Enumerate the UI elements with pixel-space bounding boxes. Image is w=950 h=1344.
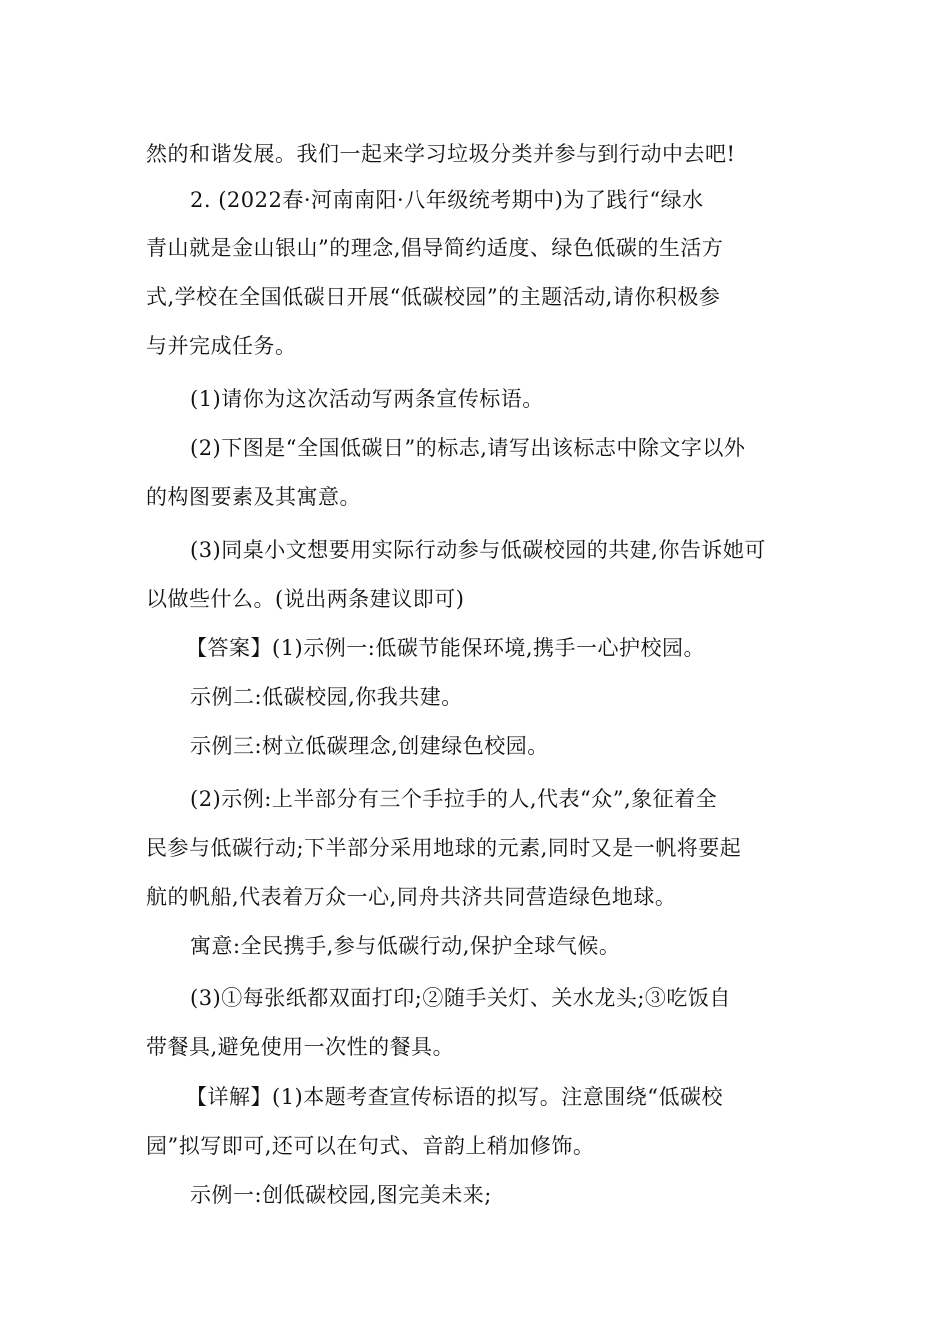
text-line: 园”拟写即可,还可以在句式、音韵上稍加修饰。	[146, 1134, 595, 1158]
explanation-example-1: 示例一:创低碳校园,图完美未来;	[190, 1183, 492, 1207]
answer-part-3: (3)①每张纸都双面打印;②随手关灯、关水龙头;③吃饭自	[190, 986, 731, 1010]
sub-question-2: (2)下图是“全国低碳日”的标志,请写出该标志中除文字以外	[190, 436, 746, 460]
text-line: 青山就是金山银山”的理念,倡导简约适度、绿色低碳的生活方	[146, 236, 724, 260]
text-line: 的构图要素及其寓意。	[146, 485, 361, 509]
sub-question-1: (1)请你为这次活动写两条宣传标语。	[190, 387, 544, 411]
text-line: 与并完成任务。	[146, 334, 297, 358]
question-2-heading: 2. (2022春·河南南阳·八年级统考期中)为了践行“绿水	[190, 188, 704, 212]
text-line: 带餐具,避免使用一次性的餐具。	[146, 1035, 455, 1059]
sub-question-3: (3)同桌小文想要用实际行动参与低碳校园的共建,你告诉她可	[190, 538, 766, 562]
answer-heading: 【答案】(1)示例一:低碳节能保环境,携手一心护校园。	[186, 636, 705, 660]
answer-meaning: 寓意:全民携手,参与低碳行动,保护全球气候。	[190, 934, 621, 958]
text-line: 民参与低碳行动;下半部分采用地球的元素,同时又是一帆将要起	[146, 836, 742, 860]
answer-example-2: 示例二:低碳校园,你我共建。	[190, 685, 463, 709]
text-line: 式,学校在全国低碳日开展“低碳校园”的主题活动,请你积极参	[146, 285, 721, 309]
answer-example-3: 示例三:树立低碳理念,创建绿色校园。	[190, 734, 549, 758]
text-line: 航的帆船,代表着万众一心,同舟共济共同营造绿色地球。	[146, 885, 677, 909]
explanation-heading: 【详解】(1)本题考查宣传标语的拟写。注意围绕“低碳校	[186, 1085, 723, 1109]
answer-part-2: (2)示例:上半部分有三个手拉手的人,代表“众”,象征着全	[190, 787, 718, 811]
text-line: 然的和谐发展。我们一起来学习垃圾分类并参与到行动中去吧!	[146, 142, 736, 166]
text-line: 以做些什么。(说出两条建议即可)	[146, 587, 465, 611]
